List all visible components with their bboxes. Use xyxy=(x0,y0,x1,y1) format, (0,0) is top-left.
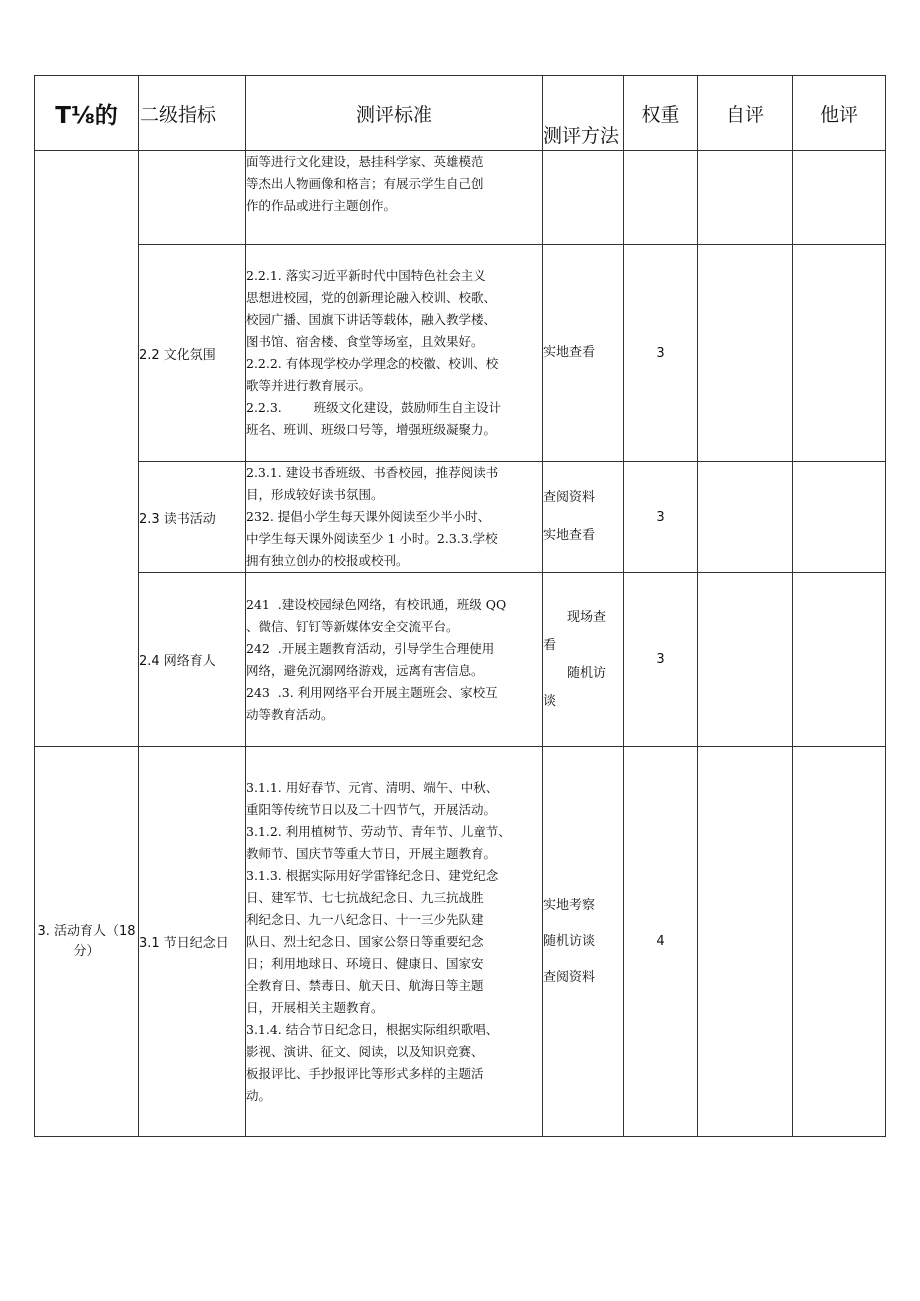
standard-line: 243 .3. 利用网络平台开展主题班会、家校互 xyxy=(246,684,498,700)
standard-line: 教师节、国庆节等重大节日，开展主题教育。 xyxy=(246,845,497,861)
standard-line: 日；利用地球日、环境日、健康日、国家安 xyxy=(246,955,484,971)
level1-cell-continued xyxy=(35,151,139,747)
standard-line: 日、建军节、七七抗战纪念日、九三抗战胜 xyxy=(246,889,484,905)
standard-line: 网络，避免沉溺网络游戏，远离有害信息。 xyxy=(246,662,484,678)
table-row xyxy=(35,462,886,573)
header-row xyxy=(35,76,886,151)
standard-line: 中学生每天课外阅读至少 1 小时。2.3.3.学校 xyxy=(246,531,498,546)
method-line: 实地考察 xyxy=(543,897,596,913)
standard-line: 动等教育活动。 xyxy=(246,706,334,722)
header-level2-indicator: 二级指标 xyxy=(139,76,246,151)
evaluation-table xyxy=(34,75,886,1137)
standard-line: 思想进校园，党的创新理论融入校训、校歌、 xyxy=(246,290,497,305)
header-evaluation-standard: 测评标准 xyxy=(246,76,543,151)
peer-evaluation-cell xyxy=(793,573,886,747)
method-line: 实地查看 xyxy=(543,345,596,360)
self-evaluation-cell xyxy=(698,462,793,573)
standard-line: 242 .开展主题教育活动，引导学生合理使用 xyxy=(246,640,495,656)
method-cell xyxy=(543,245,624,462)
weight-cell: 3 xyxy=(624,462,698,573)
standard-line: 利纪念日、九一八纪念日、十一三少先队建 xyxy=(246,911,484,927)
method-cell xyxy=(543,573,624,747)
level2-cell: 2.2 文化氛围 xyxy=(139,245,246,462)
method-line: 查阅资料 xyxy=(543,969,596,985)
header-weight: 权重 xyxy=(624,76,698,151)
method-cell xyxy=(543,462,624,573)
level2-cell: 3.1 节日纪念日 xyxy=(139,747,246,1137)
standard-line: 图书馆、宿舍楼、食堂等场室，且效果好。 xyxy=(246,334,484,349)
standard-line: 3.1.2. 利用植树节、劳动节、青年节、儿童节、 xyxy=(246,823,511,839)
standard-line: 2.2.1. 落实习近平新时代中国特色社会主义 xyxy=(246,268,486,283)
level2-cell xyxy=(139,151,246,245)
standard-line: 2.3.1. 建设书香班级、书香校园，推荐阅读书 xyxy=(246,465,499,480)
standard-line: 影视、演讲、征文、阅读，以及知识竞赛、 xyxy=(246,1043,484,1059)
standard-line: 241 .建设校园绿色网络，有校讯通，班级 QQ xyxy=(246,596,507,612)
standard-cell xyxy=(246,151,543,245)
self-evaluation-cell xyxy=(698,151,793,245)
standard-line: 3.1.3. 根据实际用好学雷锋纪念日、建党纪念 xyxy=(246,867,499,883)
standard-line: 232. 提倡小学生每天课外阅读至少半小时、 xyxy=(246,509,491,524)
method-cell xyxy=(543,151,624,245)
self-evaluation-cell xyxy=(698,747,793,1137)
weight-cell: 4 xyxy=(624,747,698,1137)
method-line: 随机访谈 xyxy=(543,933,596,949)
standard-cell xyxy=(246,573,543,747)
weight-cell: 3 xyxy=(624,573,698,747)
standard-line: 3.1.1. 用好春节、元宵、清明、端午、中秋、 xyxy=(246,779,499,795)
peer-evaluation-cell xyxy=(793,245,886,462)
standard-line: 队日、烈士纪念日、国家公祭日等重要纪念 xyxy=(246,933,484,949)
header-peer-evaluation: 他评 xyxy=(793,76,886,151)
method-line: 随机访 xyxy=(567,665,607,681)
header-level1-indicator: T⅛的 xyxy=(35,76,139,151)
standard-line: 班名、班训、班级口号等，增强班级凝聚力。 xyxy=(246,422,497,437)
standard-line: 校园广播、国旗下讲话等载体，融入教学楼、 xyxy=(246,312,497,327)
standard-line: 面等进行文化建设，悬挂科学家、英雄模范 xyxy=(246,154,484,169)
peer-evaluation-cell xyxy=(793,747,886,1137)
method-line: 谈 xyxy=(543,693,557,709)
standard-line: 2.2.2. 有体现学校办学理念的校徽、校训、校 xyxy=(246,356,499,371)
level2-cell: 2.3 读书活动 xyxy=(139,462,246,573)
standard-line: 目，形成较好读书氛围。 xyxy=(246,487,384,502)
standard-cell xyxy=(246,462,543,573)
table-row xyxy=(35,747,886,1137)
standard-line: 全教育日、禁毒日、航天日、航海日等主题 xyxy=(246,977,484,993)
weight-cell xyxy=(624,151,698,245)
standard-line: 动。 xyxy=(246,1087,272,1103)
standard-line: 3.1.4. 结合节日纪念日，根据实际组织歌唱、 xyxy=(246,1021,499,1037)
method-line: 查阅资料 xyxy=(543,490,596,505)
standard-line: 歌等并进行教育展示。 xyxy=(246,378,372,393)
header-evaluation-method: 测评方法 xyxy=(543,76,624,151)
level1-cell: 3. 活动育人（18 分） xyxy=(35,747,139,1137)
standard-cell xyxy=(246,747,543,1137)
self-evaluation-cell xyxy=(698,245,793,462)
weight-cell: 3 xyxy=(624,245,698,462)
standard-line: 日，开展相关主题教育。 xyxy=(246,999,384,1015)
method-cell xyxy=(543,747,624,1137)
peer-evaluation-cell xyxy=(793,151,886,245)
method-line: 看 xyxy=(543,637,557,653)
standard-line: 作的作品或进行主题创作。 xyxy=(246,198,397,213)
standard-line: 拥有独立创办的校报或校刊。 xyxy=(246,553,409,568)
standard-line: 等杰出人物画像和格言；有展示学生自己创 xyxy=(246,176,484,191)
standard-cell xyxy=(246,245,543,462)
standard-line: 、微信、钉钉等新媒体安全交流平台。 xyxy=(246,618,459,634)
level2-cell: 2.4 网络育人 xyxy=(139,573,246,747)
method-line: 实地查看 xyxy=(543,528,596,543)
self-evaluation-cell xyxy=(698,573,793,747)
table-row xyxy=(35,245,886,462)
header-self-evaluation: 自评 xyxy=(698,76,793,151)
standard-line: 2.2.3. 班级文化建设，鼓励师生自主设计 xyxy=(246,400,502,415)
table-row xyxy=(35,573,886,747)
standard-line: 板报评比、手抄报评比等形式多样的主题活 xyxy=(246,1065,484,1081)
table-row xyxy=(35,151,886,245)
standard-line: 重阳等传统节日以及二十四节气，开展活动。 xyxy=(246,801,497,817)
method-line: 现场查 xyxy=(567,609,607,625)
peer-evaluation-cell xyxy=(793,462,886,573)
